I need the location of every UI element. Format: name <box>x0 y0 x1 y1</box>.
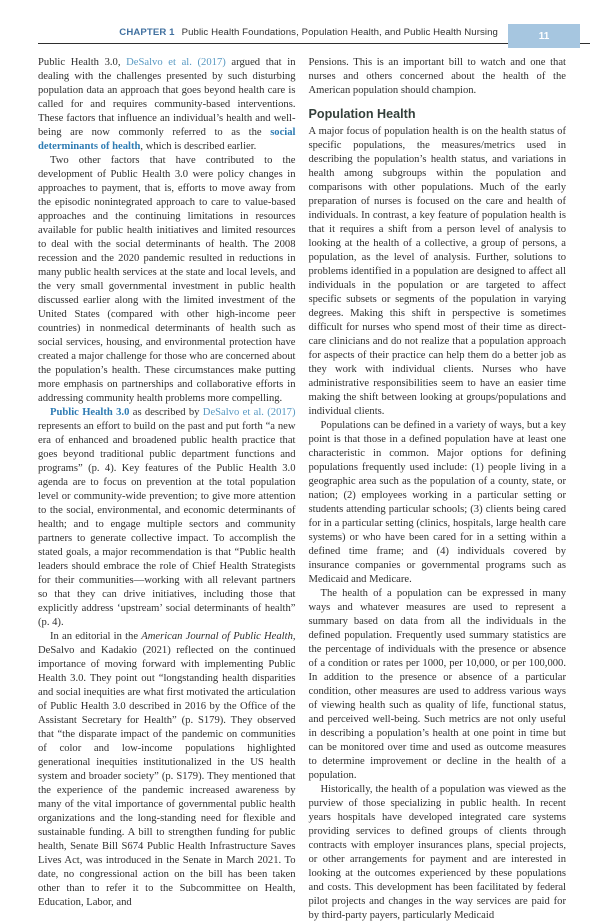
inline-reference-link[interactable]: DeSalvo et al. (2017) <box>126 57 226 68</box>
text-segment: In an editorial in the <box>50 631 142 642</box>
inline-reference-link[interactable]: DeSalvo et al. (2017) <box>202 407 296 418</box>
section-heading: Population Health <box>308 107 416 121</box>
text-segment: Pensions. This is an important bill to watch and one that nurses and others concerned about the health of the American population should champion. <box>308 57 566 96</box>
text-segment: as described by <box>129 407 203 418</box>
text-segment: A major focus of population health is on the health status of specific populations, the measures/metrics used in describing the population’s health status, and variations in health among subgroups within the population and comparisons with other populations. Much of the early preparation of nurses is focused on the care and health of individuals. In contrast, a key feature of population health is that it requires a shift from a person level of analysis to looking at the health of a collective, a group of persons, a population, as the level of analysis. Further, solutions to problems identified in a population are designed to affect all individuals in the population or are targeted to affect specific subsets or segments of the population in varying degrees. Making this shift in perspective is sometimes difficult for nurses who spend most of their time as direct-care clinicians and do not realize that a population approach for aspects of their practice can help them do a better job as they work with individual clients. Nurses who have administrative responsibilities seem to have an easier time making the shift between looking at groups/populations and individual clients. <box>308 126 566 417</box>
text-segment: The health of a population can be expressed in many ways and whatever measures are used to represent a summary based on data from all the individuals in the defined population. Frequently used summary statistics are the percentage of individuals with the presence or absence of a condition or rates per 1000, per 10,000, or per 100,000. In addition to the presence or absence of a particular condition, other measures are used to address various ways of viewing health such as quality of life, functional status, and perceived well-being. Such metrics are not only useful in describing a population’s health at one point in time but can be monitored over time and used as outcome measures to determine improvement or decline in the health of a population. <box>308 588 566 781</box>
text-segment: Populations can be defined in a variety of ways, but a key point is that those in a defined population have at least one characteristic in common. Major options for defining populations frequently used include: (1) people living in a geographic area such as the population of a county, state, or nation; (2) employees working in a particular setting or students attending particular schools; (3) clients being cared for in a particular setting (clinics, hospitals, large health care systems) or who have been cared for in a setting within a defined time frame; and (4) individuals covered by insurance companies or governmental programs such as Medicaid and Medicare. <box>308 420 566 585</box>
paragraph <box>309 419 567 587</box>
paragraph <box>38 56 296 154</box>
text-segment: represents an effort to build on the past and put forth “a new era of enhanced and broadened public health practice that goes beyond traditional public department functions and programs” (p. 4). Key features of the Public Health 3.0 agenda are to focus on prevention at the total population level or community-wide prevention; to give more attention to the social, environmental, and economic determinants of health; and to engage multiple sectors and community partners to generate collective impact. To accomplish the stated goals, a major recommendation is that “Public health leaders should embrace the role of Chief Health Strategists for their communities—working with all relevant partners so that they can drive initiatives, including those that explicitly address ‘upstream’ social determinants of health” (p. 4). <box>38 421 296 628</box>
text-segment: Public Health 3.0, <box>38 57 127 68</box>
left-column <box>38 56 296 923</box>
paragraph <box>309 56 567 98</box>
paragraph <box>38 406 296 630</box>
text-segment: DeSalvo and Kadakio (2021) reflected on the continued importance of moving forward with implementing Public Health 3.0. They point out “longstanding health disparities and social inequities are what first motivated the articulation of Public Health 3.0 described in 2016 by the Office of the Assistant Secretary for Health” (p. S179). They observed that “the disparate impact of the pandemic on communities of color and low-income populations highlighted generational inequities institutionalized in the US health system and broader society” (p. S179). They mentioned that the experience of the pandemic increased awareness by many of the vital importance of governmental public health organizations and the long-standing need for flexible and sustainable funding. A bill to strengthen funding for public health, Senate Bill S674 Public Health Infrastructure Saves Lives Act, was introduced in the Senate in March 2021. To date, no congressional action on the bill has been taken other than to refer it to the Subcommittee on Health, Education, Labor, and <box>38 645 296 908</box>
running-head <box>119 27 498 38</box>
text-segment: American Journal of Public Health, <box>141 631 296 642</box>
page-header <box>38 24 590 50</box>
page-number-badge: 11 <box>508 24 580 48</box>
paragraph <box>38 154 296 406</box>
paragraph <box>309 783 567 923</box>
text-segment: Two other factors that have contributed to the development of Public Health 3.0 were policy changes in approaches to payment, that is, efforts to move away from the episodic nonintegrated approach to care to value-based approaches and the continuing limitations in resources available for public health initiatives and limited resources to deal with the social determinants of health. The 2008 recession and the 2020 pandemic resulted in reductions in many public health services at the state and local levels, and the very small governmental investment in public health discussed earlier along with the limited investment of the United States (compared with other high-income peer countries) in nonmedical determinants of health such as social services, housing, and environmental protection have created a major challenge for those who are concerned about the population’s health. These circumstances make putting more emphasis on partnerships and collaborative efforts in addressing community health problems more compelling. <box>38 155 296 404</box>
paragraph <box>309 125 567 419</box>
paragraph <box>309 587 567 783</box>
article-body <box>38 56 566 923</box>
text-segment: argued that in dealing with the challenges presented by such disturbing population data an approach that goes beyond health care is called for and requires community-based interventions. These factors that influence an individual’s health and well-being are now commonly referred to as the <box>38 57 296 138</box>
chapter-label: CHAPTER 1 <box>119 27 175 38</box>
right-column <box>309 56 567 923</box>
text-segment: Historically, the health of a population was viewed as the purview of those specializing in public health. In recent years hospitals have developed integrated care systems providing services to defined groups of clients through contracts with employer insurances plans, special projects, or other arrangements for payment and are interested in looking at the outcomes experienced by these populations and costs. This development has been facilitated by federal pilot projects and changes in the way services are paid for by third-party payers, particularly Medicaid <box>308 784 566 921</box>
inline-reference-link[interactable]: social determinants of health <box>38 127 296 152</box>
inline-reference-link[interactable]: Public Health 3.0 <box>50 407 130 418</box>
paragraph <box>38 630 296 910</box>
text-segment: , which is described earlier. <box>140 141 257 152</box>
running-title: Public Health Foundations, Population Health, and Public Health Nursing <box>181 27 498 38</box>
